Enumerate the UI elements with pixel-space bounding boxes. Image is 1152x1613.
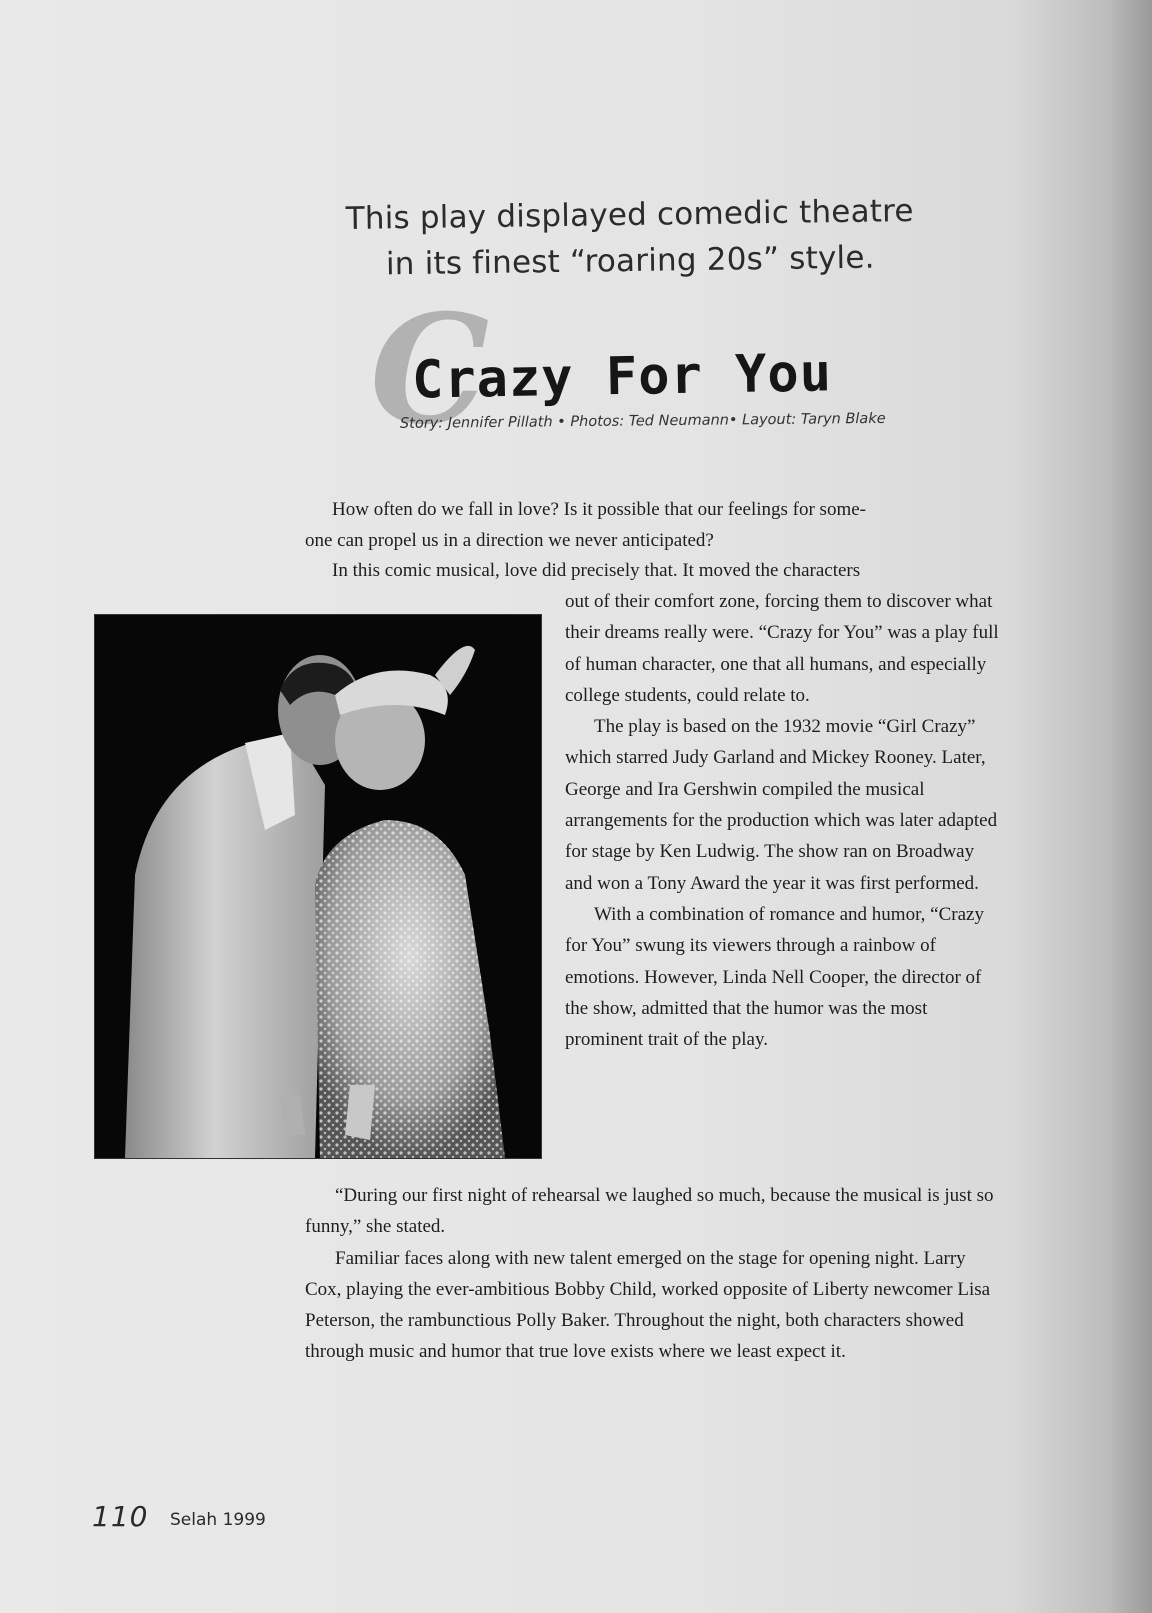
tagline-line-2: in its finest “roaring 20s” style. [385,239,875,283]
photo-illustration [95,615,541,1158]
paragraph-5: “During our first night of rehearsal we laughed so much, because the musical is just so funny,” she stated. [305,1185,994,1238]
side-column [565,586,1003,1055]
title-block [370,282,970,458]
paragraph-1-line-1: How often do we fall in love? Is it possible that our feelings for some- [332,499,866,520]
story-title: Crazy For You [411,343,833,411]
page-number: 110 [92,1500,149,1533]
paragraph-6: Familiar faces along with new talent emerged on the stage for opening night. Larry Cox, playing the ever-ambitious Bobby Child, worked opposite of Liberty newcomer Lisa Peterson, the rambunctious Polly Baker. Throughout the night, both characters showed through music and humor that true love exists where we least expect it. [305,1247,991,1363]
paragraph-2-continued: out of their comfort zone, forcing them to discover what their dreams really were. “Crazy for You” was a play full of human character, one that all humans, and especially college students, could relate to. [565,591,999,706]
story-credits: Story: Jennifer Pillath • Photos: Ted Neumann• Layout: Taryn Blake [399,410,886,432]
story-paragraph-1 [305,494,985,557]
tagline-line-1: This play displayed comedic theatre [345,193,914,237]
bottom-column [305,1180,995,1368]
paragraph-3: The play is based on the 1932 movie “Girl Crazy” which starred Judy Garland and Mickey Rooney. Later, George and Ira Gershwin compiled the musical arrangements for the production which was later adapted for stage by Ken Ludwig. The show ran on Broadway and won a Tony Award the year it was first performed. [565,716,998,894]
paragraph-1-line-2: one can propel us in a direction we never anticipated? [305,530,714,552]
decorative-drop-letter: C [370,282,490,458]
publication-name: Selah 1999 [170,1510,266,1530]
paragraph-4: With a combination of romance and humor, “Crazy for You” swung its viewers through a rainbow of emotions. However, Linda Nell Cooper, the director of the show, admitted that the humor was the most prominent trait of the play. [565,903,984,1051]
story-paragraph-2-start: In this comic musical, love did precisely that. It moved the characters [332,560,861,581]
kiss-photo [94,614,542,1159]
tagline [329,188,930,288]
